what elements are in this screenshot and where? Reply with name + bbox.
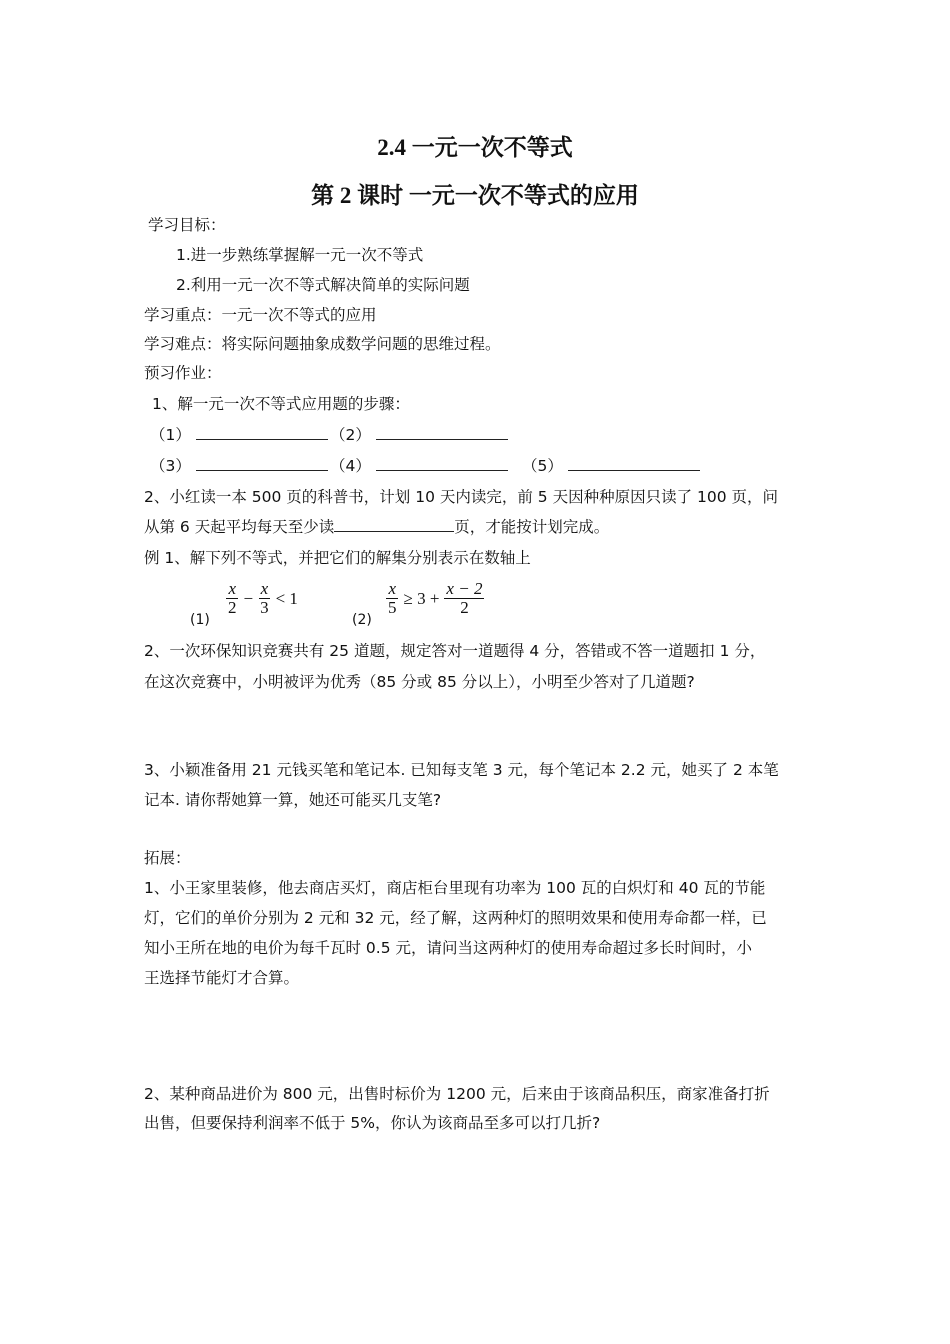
pages-per-day-blank[interactable] <box>334 517 454 532</box>
step-1-blank[interactable] <box>196 425 328 440</box>
ex1-den-2: 3 <box>260 598 269 617</box>
step-3-blank[interactable] <box>196 456 328 471</box>
extension-q1-line4: 王选择节能灯才合算。 <box>144 969 300 987</box>
step-3 <box>150 456 328 476</box>
extension-q1-line3: 知小王所在地的电价为每千瓦时 0.5 元，请问当这两种灯的使用寿命超过多长时间时，小 <box>144 939 753 957</box>
step-5-blank[interactable] <box>568 456 700 471</box>
example-q3-line2: 记本. 请你帮她算一算，她还可能买几支笔? <box>144 791 442 809</box>
focus-line: 学习重点：一元一次不等式的应用 <box>144 306 377 324</box>
ex2-num-2: x − 2 <box>446 579 483 598</box>
page-subtitle: 第 2 课时 一元一次不等式的应用 <box>311 183 639 208</box>
homework-q2-text-a: 从第 6 天起平均每天至少读 <box>144 518 335 536</box>
step-3-label: （3） <box>150 457 191 475</box>
extension-q2-line1: 2、某种商品进价为 800 元，出售时标价为 1200 元，后来由于该商品积压，商家准备打折 <box>144 1085 770 1103</box>
ex1-label: (1) <box>190 612 210 628</box>
goals-label: 学习目标： <box>148 216 226 234</box>
example-q2-line2: 在这次竞赛中，小明被评为优秀（85 分或 85 分以上），小明至少答对了几道题? <box>144 673 695 691</box>
ex1-minus: − <box>243 588 254 608</box>
extension-q2-line2: 出售，但要保持利润率不低于 5%，你认为该商品至多可以打几折? <box>144 1114 601 1132</box>
example-q3-line1: 3、小颖准备用 21 元钱买笔和笔记本. 已知每支笔 3 元，每个笔记本 2.2 元，她买了 2 本笔 <box>144 761 779 779</box>
ex1-num-2: x <box>260 579 269 598</box>
goal-item-2: 2.利用一元一次不等式解决简单的实际问题 <box>176 276 470 294</box>
extension-q1-line2: 灯，它们的单价分别为 2 元和 32 元，经了解，这两种灯的照明效果和使用寿命都一样，已 <box>144 909 767 927</box>
ex1-relation: < 1 <box>275 588 298 608</box>
goal-item-1: 1.进一步熟练掌握解一元一次不等式 <box>176 246 424 264</box>
homework-q1: 1、解一元一次不等式应用题的步骤： <box>152 395 410 413</box>
step-5-label: （5） <box>522 457 563 475</box>
step-5 <box>522 456 700 476</box>
ex2-frac-1 <box>386 580 399 617</box>
ex1-frac-2 <box>258 580 271 617</box>
homework-q2-text-b: 页，才能按计划完成。 <box>454 518 610 536</box>
step-2 <box>330 425 508 445</box>
inequality-1 <box>224 580 301 617</box>
step-2-label: （2） <box>330 426 371 444</box>
step-2-blank[interactable] <box>376 425 508 440</box>
ex2-frac-2 <box>444 580 484 617</box>
ex1-frac-1 <box>226 580 239 617</box>
step-1-label: （1） <box>150 426 191 444</box>
ex2-den-1: 5 <box>388 598 397 617</box>
extension-label: 拓展： <box>144 849 191 867</box>
example-q2-line1: 2、一次环保知识竞赛共有 25 道题，规定答对一道题得 4 分，答错或不答一道题扣 1 分， <box>144 642 766 660</box>
homework-q2-line2 <box>144 517 609 537</box>
step-4-blank[interactable] <box>376 456 508 471</box>
inequality-2 <box>384 580 486 617</box>
difficulty-line: 学习难点：将实际问题抽象成数学问题的思维过程。 <box>144 335 501 353</box>
page-title: 2.4 一元一次不等式 <box>377 135 573 160</box>
homework-q2-line1: 2、小红读一本 500 页的科普书，计划 10 天内读完，前 5 天因种种原因只读了 100 页，问 <box>144 488 779 506</box>
ex1-num-1: x <box>228 579 237 598</box>
ex2-label: (2) <box>352 612 372 628</box>
step-4 <box>330 456 508 476</box>
step-4-label: （4） <box>330 457 371 475</box>
ex2-den-2: 2 <box>460 598 469 617</box>
extension-q1-line1: 1、小王家里装修，他去商店买灯，商店柜台里现有功率为 100 瓦的白炽灯和 40 瓦的节能 <box>144 879 766 897</box>
step-1 <box>150 425 328 445</box>
example-label: 例 1、解下列不等式，并把它们的解集分别表示在数轴上 <box>144 549 531 567</box>
ex2-num-1: x <box>388 579 397 598</box>
homework-label: 预习作业： <box>144 364 222 382</box>
ex1-den-1: 2 <box>228 598 237 617</box>
ex2-relation: ≥ 3 + <box>403 588 440 608</box>
